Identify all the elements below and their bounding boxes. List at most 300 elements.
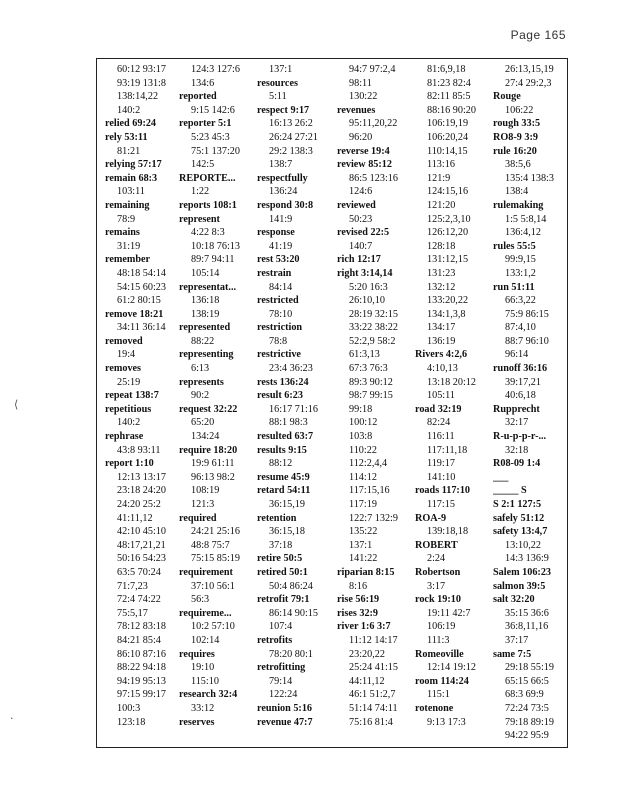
page-line-reference: 136:4,12 (505, 227, 541, 239)
page-line-reference: 134:17 (427, 322, 456, 334)
page-line-reference: 93:19 131:8 (117, 77, 166, 89)
index-term: retrofitting (257, 662, 306, 674)
index-term: represented (179, 322, 231, 334)
page-line-reference: 133:1,2 (505, 267, 536, 279)
page-line-reference: 6:13 (191, 363, 210, 375)
page-line-reference: 36:15,19 (269, 499, 305, 510)
page-line-reference: 72:4 74:22 (117, 594, 161, 606)
index-term: retrofits (257, 634, 293, 646)
page-line-reference: 42:10 45:10 (117, 526, 166, 538)
index-term: Robertson (415, 566, 461, 578)
index-term: revised 22:5 (337, 227, 390, 239)
page-line-reference: 9:13 17:3 (427, 716, 466, 728)
page-line-reference: 38:5,6 (505, 159, 531, 171)
page-line-reference: 124:15,16 (427, 186, 469, 198)
page-line-reference: 95:11,20,22 (349, 118, 398, 130)
index-term: remember (105, 254, 151, 266)
index-term: review 85:12 (337, 159, 392, 171)
index-term: run 51:11 (493, 281, 535, 293)
page-line-reference: 1:5 5:8,14 (505, 213, 547, 225)
index-term: rests 136:24 (257, 376, 309, 388)
page-line-reference: 88:22 (191, 335, 215, 347)
index-term: require 18:20 (179, 444, 238, 456)
page-line-reference: 138:14,22 (117, 91, 159, 103)
page-line-reference: 107:4 (269, 621, 293, 633)
page-line-reference: 94:19 95:13 (117, 675, 166, 687)
page-line-reference: 138:4 (505, 186, 529, 198)
page-line-reference: 16:17 71:16 (269, 403, 318, 415)
page-line-reference: 14:3 136:9 (505, 553, 549, 565)
page-line-reference: 61:3,13 (349, 349, 380, 361)
page-line-reference: 125:2,3,10 (427, 213, 471, 225)
index-term: relied 69:24 (105, 118, 157, 130)
page-line-reference: 88:1 98:3 (269, 417, 308, 429)
page-line-reference: 103:11 (117, 186, 145, 198)
page-line-reference: 89:3 90:12 (349, 376, 393, 388)
page-line-reference: 137:1 (269, 64, 293, 75)
page-line-reference: 97:15 99:17 (117, 689, 166, 701)
page-line-reference: 96:13 98:2 (191, 471, 235, 483)
page-line-reference: 46:1 51:2,7 (349, 689, 396, 701)
page-line-reference: 78:8 (269, 335, 288, 347)
page-line-reference: 35:15 36:6 (505, 607, 549, 619)
index-term: reports 108:1 (179, 199, 237, 211)
page-line-reference: 19:9 61:11 (191, 458, 235, 470)
index-term: restrictive (257, 349, 301, 361)
page-line-reference: 89:7 94:11 (191, 254, 235, 266)
page-line-reference: 5:20 16:3 (349, 281, 388, 293)
page-line-reference: 82:11 85:5 (427, 91, 471, 103)
index-term: river 1:6 3:7 (337, 621, 391, 633)
page-line-reference: 135:4 138:3 (505, 172, 554, 184)
index-term: rulemaking (493, 199, 544, 211)
page-line-reference: 41:11,12 (117, 512, 153, 524)
page-line-reference: 75:16 81:4 (349, 716, 393, 728)
index-term: _____ S (493, 485, 527, 497)
page-line-reference: 37:10 56:1 (191, 580, 235, 592)
page-line-reference: 86:10 87:16 (117, 648, 166, 660)
page-line-reference: 75:1 137:20 (191, 145, 240, 157)
index-term: reviewed (337, 199, 376, 211)
page-line-reference: 26:24 27:21 (269, 131, 318, 143)
index-term: result 6:23 (257, 390, 303, 402)
index-term: Romeoville (415, 648, 464, 660)
page-line-reference: 33:22 38:22 (349, 322, 398, 334)
index-term: salt 32:20 (493, 594, 535, 606)
page-line-reference: 50:23 (349, 213, 373, 225)
page-line-reference: 10:18 76:13 (191, 240, 240, 252)
page-line-reference: 19:10 (191, 662, 215, 674)
page-line-reference: 134:24 (191, 431, 220, 443)
page-line-reference: 16:13 26:2 (269, 118, 313, 130)
page-line-reference: 71:7,23 (117, 580, 148, 592)
page-line-reference: 115:1 (427, 689, 450, 701)
binding-mark-lower: · (10, 712, 14, 725)
page-line-reference: 123:18 (117, 716, 146, 728)
word-index-frame (96, 58, 568, 748)
page-line-reference: 37:18 (269, 539, 293, 551)
page-line-reference: 24:21 25:16 (191, 526, 240, 538)
page-line-reference: 106:19 (427, 621, 456, 633)
page-line-reference: 124:6 (349, 186, 373, 198)
page-line-reference: 4:22 8:3 (191, 227, 225, 239)
index-term: respect 9:17 (257, 104, 310, 116)
page-line-reference: 117:19 (349, 499, 377, 510)
index-term: R08-09 1:4 (493, 458, 541, 470)
index-term: rises 32:9 (337, 607, 379, 619)
index-term: rotenone (415, 702, 454, 714)
index-term: reported (179, 91, 217, 103)
index-term: rules 55:5 (493, 240, 536, 252)
index-term: represents (179, 376, 224, 388)
page-line-reference: 114:12 (349, 471, 377, 483)
page-line-reference: 32:17 (505, 417, 529, 429)
page-line-reference: 87:4,10 (505, 322, 536, 334)
page-line-reference: 3:17 (427, 580, 446, 592)
index-term: restrain (257, 267, 292, 279)
page-line-reference: 105:14 (191, 267, 220, 279)
page-line-reference: 98:11 (349, 77, 372, 89)
page-line-reference: 29:18 55:19 (505, 662, 554, 674)
index-term: Rivers 4:2,6 (415, 349, 468, 361)
index-term: restricted (257, 295, 299, 307)
page-line-reference: 96:14 (505, 349, 529, 361)
index-term: requireme... (179, 607, 232, 619)
page-line-reference: 142:5 (191, 159, 215, 171)
page-line-reference: 72:24 73:5 (505, 702, 549, 714)
index-term: right 3:14,14 (337, 267, 393, 279)
page-line-reference: 29:2 138:3 (269, 145, 313, 157)
page-line-reference: 11:12 14:17 (349, 634, 398, 646)
page-line-reference: 139:18,18 (427, 526, 469, 538)
index-term: rough 33:5 (493, 118, 541, 130)
page-line-reference: 19:4 (117, 349, 136, 361)
index-term: Rupprecht (493, 403, 540, 415)
page-line-reference: 63:5 70:24 (117, 566, 161, 578)
page-line-reference: 110:22 (349, 444, 377, 456)
page-line-reference: 136:18 (191, 295, 220, 307)
index-term: road 32:19 (415, 403, 462, 415)
index-term: rule 16:20 (493, 145, 537, 157)
index-term: remaining (105, 199, 150, 211)
page-line-reference: 48:17,21,21 (117, 539, 166, 551)
index-term: RO8-9 3:9 (493, 131, 538, 143)
index-term: representat... (179, 281, 237, 293)
index-term: salmon 39:5 (493, 580, 546, 592)
index-term: rich 12:17 (337, 254, 381, 266)
page-number: Page 165 (510, 28, 566, 42)
page-line-reference: 121:20 (427, 199, 456, 211)
index-term: runoff 36:16 (493, 363, 548, 375)
page-line-reference: 108:19 (191, 485, 220, 497)
page-line-reference: 138:19 (191, 308, 220, 320)
index-term: report 1:10 (105, 458, 154, 470)
index-term: same 7:5 (493, 648, 532, 660)
index-term: restriction (257, 322, 303, 334)
page-line-reference: 10:2 57:10 (191, 621, 235, 633)
index-term: retired 50:1 (257, 566, 308, 578)
page-line-reference: 50:4 86:24 (269, 580, 313, 592)
page-line-reference: 131:12,15 (427, 254, 469, 266)
page-line-reference: 130:22 (349, 91, 378, 103)
page-line-reference: 32:18 (505, 444, 529, 456)
index-term: required (179, 512, 217, 524)
page-line-reference: 36:15,18 (269, 526, 305, 538)
page-line-reference: 88:22 94:18 (117, 662, 166, 674)
page-line-reference: 106:20,24 (427, 131, 469, 143)
page-line-reference: 82:24 (427, 417, 451, 429)
page-line-reference: 141:10 (427, 471, 456, 483)
page-line-reference: 126:12,20 (427, 227, 469, 239)
page-line-reference: 67:3 76:3 (349, 363, 388, 375)
index-column-5 (415, 59, 489, 747)
index-term: revenue 47:7 (257, 716, 313, 728)
page-line-reference: 61:2 80:15 (117, 295, 161, 307)
page-line-reference: 13:10,22 (505, 539, 541, 551)
page-line-reference: 1:22 (191, 186, 210, 198)
page-line-reference: 75:5,17 (117, 607, 148, 619)
page-line-reference: 36:8,11,16 (505, 621, 549, 633)
page-line-reference: 25:19 (117, 376, 141, 388)
index-term: retrofit 79:1 (257, 594, 310, 606)
page-line-reference: 115:10 (191, 675, 219, 687)
page-line-reference: 81:6,9,18 (427, 64, 466, 75)
index-term: represent (179, 213, 220, 225)
page-line-reference: 138:7 (269, 159, 293, 171)
page-line-reference: 84:21 85:4 (117, 634, 161, 646)
index-term: removes (105, 363, 142, 375)
page-line-reference: 28:19 32:15 (349, 308, 398, 320)
index-column-3 (257, 59, 331, 747)
page-line-reference: 90:2 (191, 390, 210, 402)
page-line-reference: 9:15 142:6 (191, 104, 235, 116)
page-line-reference: 132:12 (427, 281, 456, 293)
index-term: reporter 5:1 (179, 118, 232, 130)
index-term: REPORTE... (179, 172, 236, 184)
page-line-reference: 2:24 (427, 553, 446, 565)
index-term: S 2:1 127:5 (493, 499, 542, 510)
page-line-reference: 99:9,15 (505, 254, 536, 266)
page-line-reference: 117:15 (427, 499, 455, 510)
index-term: requirement (179, 566, 233, 578)
page-line-reference: 136:24 (269, 186, 298, 198)
index-term: ROBERT (415, 539, 458, 551)
page-line-reference: 78:10 (269, 308, 293, 320)
page-line-reference: 103:8 (349, 431, 373, 443)
index-column-1 (105, 59, 177, 747)
page-line-reference: 136:19 (427, 335, 456, 347)
page-line-reference: 86:5 123:16 (349, 172, 398, 184)
page-line-reference: 94:7 97:2,4 (349, 64, 396, 75)
page-line-reference: 54:15 60:23 (117, 281, 166, 293)
page-line-reference: 66:3,22 (505, 295, 536, 307)
index-term: rock 19:10 (415, 594, 461, 606)
page-line-reference: 134:1,3,8 (427, 308, 466, 320)
page-line-reference: 121:3 (191, 499, 215, 510)
page-line-reference: 96:20 (349, 131, 373, 143)
page-line-reference: 5:11 (269, 91, 287, 103)
page-line-reference: 88:12 (269, 458, 293, 470)
index-term: reverse 19:4 (337, 145, 390, 157)
page-line-reference: 140:2 (117, 104, 141, 116)
index-term: removed (105, 335, 143, 347)
index-term: safety 13:4,7 (493, 526, 548, 538)
page-line-reference: 81:21 (117, 145, 141, 157)
page-line-reference: 106:19,19 (427, 118, 469, 130)
page-line-reference: 51:14 74:11 (349, 702, 398, 714)
page-line-reference: 48:18 54:14 (117, 267, 166, 279)
page-line-reference: 27:4 29:2,3 (505, 77, 552, 89)
page-line-reference: 33:12 (191, 702, 215, 714)
page-line-reference: 134:6 (191, 77, 215, 89)
index-term: retire 50:5 (257, 553, 303, 565)
index-term: riparian 8:15 (337, 566, 395, 578)
page-line-reference: 122:7 132:9 (349, 512, 398, 524)
page-line-reference: 50:16 54:23 (117, 553, 166, 565)
page-line-reference: 105:11 (427, 390, 455, 402)
page-line-reference: 13:18 20:12 (427, 376, 476, 388)
index-column-6 (493, 59, 567, 747)
index-term: respond 30:8 (257, 199, 314, 211)
index-term: rephrase (105, 431, 144, 443)
page-line-reference: 81:23 82:4 (427, 77, 471, 89)
index-term: repetitious (105, 403, 152, 415)
page-line-reference: 84:14 (269, 281, 293, 293)
page-line-reference: 137:1 (349, 539, 373, 551)
index-term: rest 53:20 (257, 254, 300, 266)
page-line-reference: 23:18 24:20 (117, 485, 166, 497)
index-term: research 32:4 (179, 689, 238, 701)
page-line-reference: 79:18 89:19 (505, 716, 554, 728)
page-line-reference: 12:13 13:17 (117, 471, 166, 483)
page-line-reference: 119:17 (427, 458, 455, 470)
index-term: respectfully (257, 172, 308, 184)
index-term: resulted 63:7 (257, 431, 314, 443)
page-line-reference: 78:9 (117, 213, 136, 225)
page-line-reference: 19:11 42:7 (427, 607, 471, 619)
page-line-reference: 141:22 (349, 553, 378, 565)
page-line-reference: 68:3 69:9 (505, 689, 544, 701)
index-term: ROA-9 (415, 512, 447, 524)
index-term: Rouge (493, 91, 521, 103)
page-line-reference: 88:7 96:10 (505, 335, 549, 347)
index-column-2 (179, 59, 251, 747)
page-line-reference: 135:22 (349, 526, 378, 538)
index-term: R-u-p-p-r-... (493, 431, 547, 443)
index-term: repeat 138:7 (105, 390, 159, 402)
page-line-reference: 99:18 (349, 403, 373, 415)
page-line-reference: 43:8 93:11 (117, 444, 161, 456)
page-line-reference: 121:9 (427, 172, 451, 184)
page-line-reference: 78:12 83:18 (117, 621, 166, 633)
page-line-reference: 86:14 90:15 (269, 607, 318, 619)
page-line-reference: 8:16 (349, 580, 368, 592)
page-line-reference: 131:23 (427, 267, 456, 279)
page-line-reference: 60:12 93:17 (117, 64, 166, 75)
page-line-reference: 133:20,22 (427, 295, 469, 307)
page-line-reference: 116:11 (427, 431, 455, 443)
page-line-reference: 65:15 66:5 (505, 675, 549, 687)
page-line-reference: 122:24 (269, 689, 298, 701)
page-line-reference: 79:14 (269, 675, 293, 687)
page-line-reference: 12:14 19:12 (427, 662, 476, 674)
index-term: retention (257, 512, 297, 524)
index-term: response (257, 227, 295, 239)
page-line-reference: 75:9 86:15 (505, 308, 549, 320)
index-term: representing (179, 349, 234, 361)
index-term: revenues (337, 104, 376, 116)
index-term: reunion 5:16 (257, 702, 313, 714)
page-line-reference: 106:22 (505, 104, 534, 116)
index-term: ___ (493, 471, 509, 483)
page-line-reference: 23:20,22 (349, 648, 385, 660)
page-line-reference: 24:20 25:2 (117, 499, 161, 510)
page-line-reference: 26:13,15,19 (505, 64, 554, 75)
page-line-reference: 48:8 75:7 (191, 539, 230, 551)
index-term: Salem 106:23 (493, 566, 552, 578)
index-term: roads 117:10 (415, 485, 471, 497)
index-term: remains (105, 227, 140, 239)
page-line-reference: 25:24 41:15 (349, 662, 398, 674)
page-line-reference: 31:19 (117, 240, 141, 252)
page-line-reference: 113:16 (427, 159, 455, 171)
page-line-reference: 124:3 127:6 (191, 64, 240, 75)
page-line-reference: 102:14 (191, 634, 220, 646)
page-line-reference: 111:3 (427, 634, 450, 646)
index-term: remove 18:21 (105, 308, 164, 320)
index-term: resume 45:9 (257, 471, 310, 483)
index-column-4 (337, 59, 411, 747)
page-line-reference: 140:2 (117, 417, 141, 429)
page-line-reference: 4:10,13 (427, 363, 458, 375)
page-line-reference: 94:22 95:9 (505, 730, 549, 742)
page-line-reference: 141:9 (269, 213, 293, 225)
page-line-reference: 98:7 99:15 (349, 390, 393, 402)
page-line-reference: 34:11 36:14 (117, 322, 166, 334)
page-line-reference: 78:20 80:1 (269, 648, 313, 660)
page-line-reference: 44:11,12 (349, 675, 385, 687)
page-line-reference: 110:14,15 (427, 145, 468, 157)
page-line-reference: 128:18 (427, 240, 456, 252)
page-line-reference: 5:23 45:3 (191, 131, 230, 143)
index-term: results 9:15 (257, 444, 307, 456)
index-term: safely 51:12 (493, 512, 545, 524)
binding-mark: ⟨ (14, 398, 19, 411)
page-line-reference: 41:19 (269, 240, 293, 252)
index-term: relying 57:17 (105, 159, 162, 171)
index-term: rise 56:19 (337, 594, 380, 606)
page-line-reference: 117:15,16 (349, 485, 390, 497)
index-term: requires (179, 648, 215, 660)
index-term: request 32:22 (179, 403, 238, 415)
page-line-reference: 26:10,10 (349, 295, 385, 307)
index-term: reserves (179, 716, 215, 728)
page-line-reference: 100:12 (349, 417, 378, 429)
index-term: room 114:24 (415, 675, 469, 687)
page-line-reference: 140:7 (349, 240, 373, 252)
index-term: rely 53:11 (105, 131, 148, 143)
index-term: resources (257, 77, 298, 89)
page-line-reference: 40:6,18 (505, 390, 536, 402)
page-line-reference: 117:11,18 (427, 444, 468, 456)
page-line-reference: 65:20 (191, 417, 215, 429)
index-term: remain 68:3 (105, 172, 158, 184)
page-line-reference: 23:4 36:23 (269, 363, 313, 375)
page-line-reference: 112:2,4,4 (349, 458, 388, 470)
page-line-reference: 52:2,9 58:2 (349, 335, 396, 347)
page-line-reference: 39:17,21 (505, 376, 541, 388)
page-line-reference: 56:3 (191, 594, 210, 606)
